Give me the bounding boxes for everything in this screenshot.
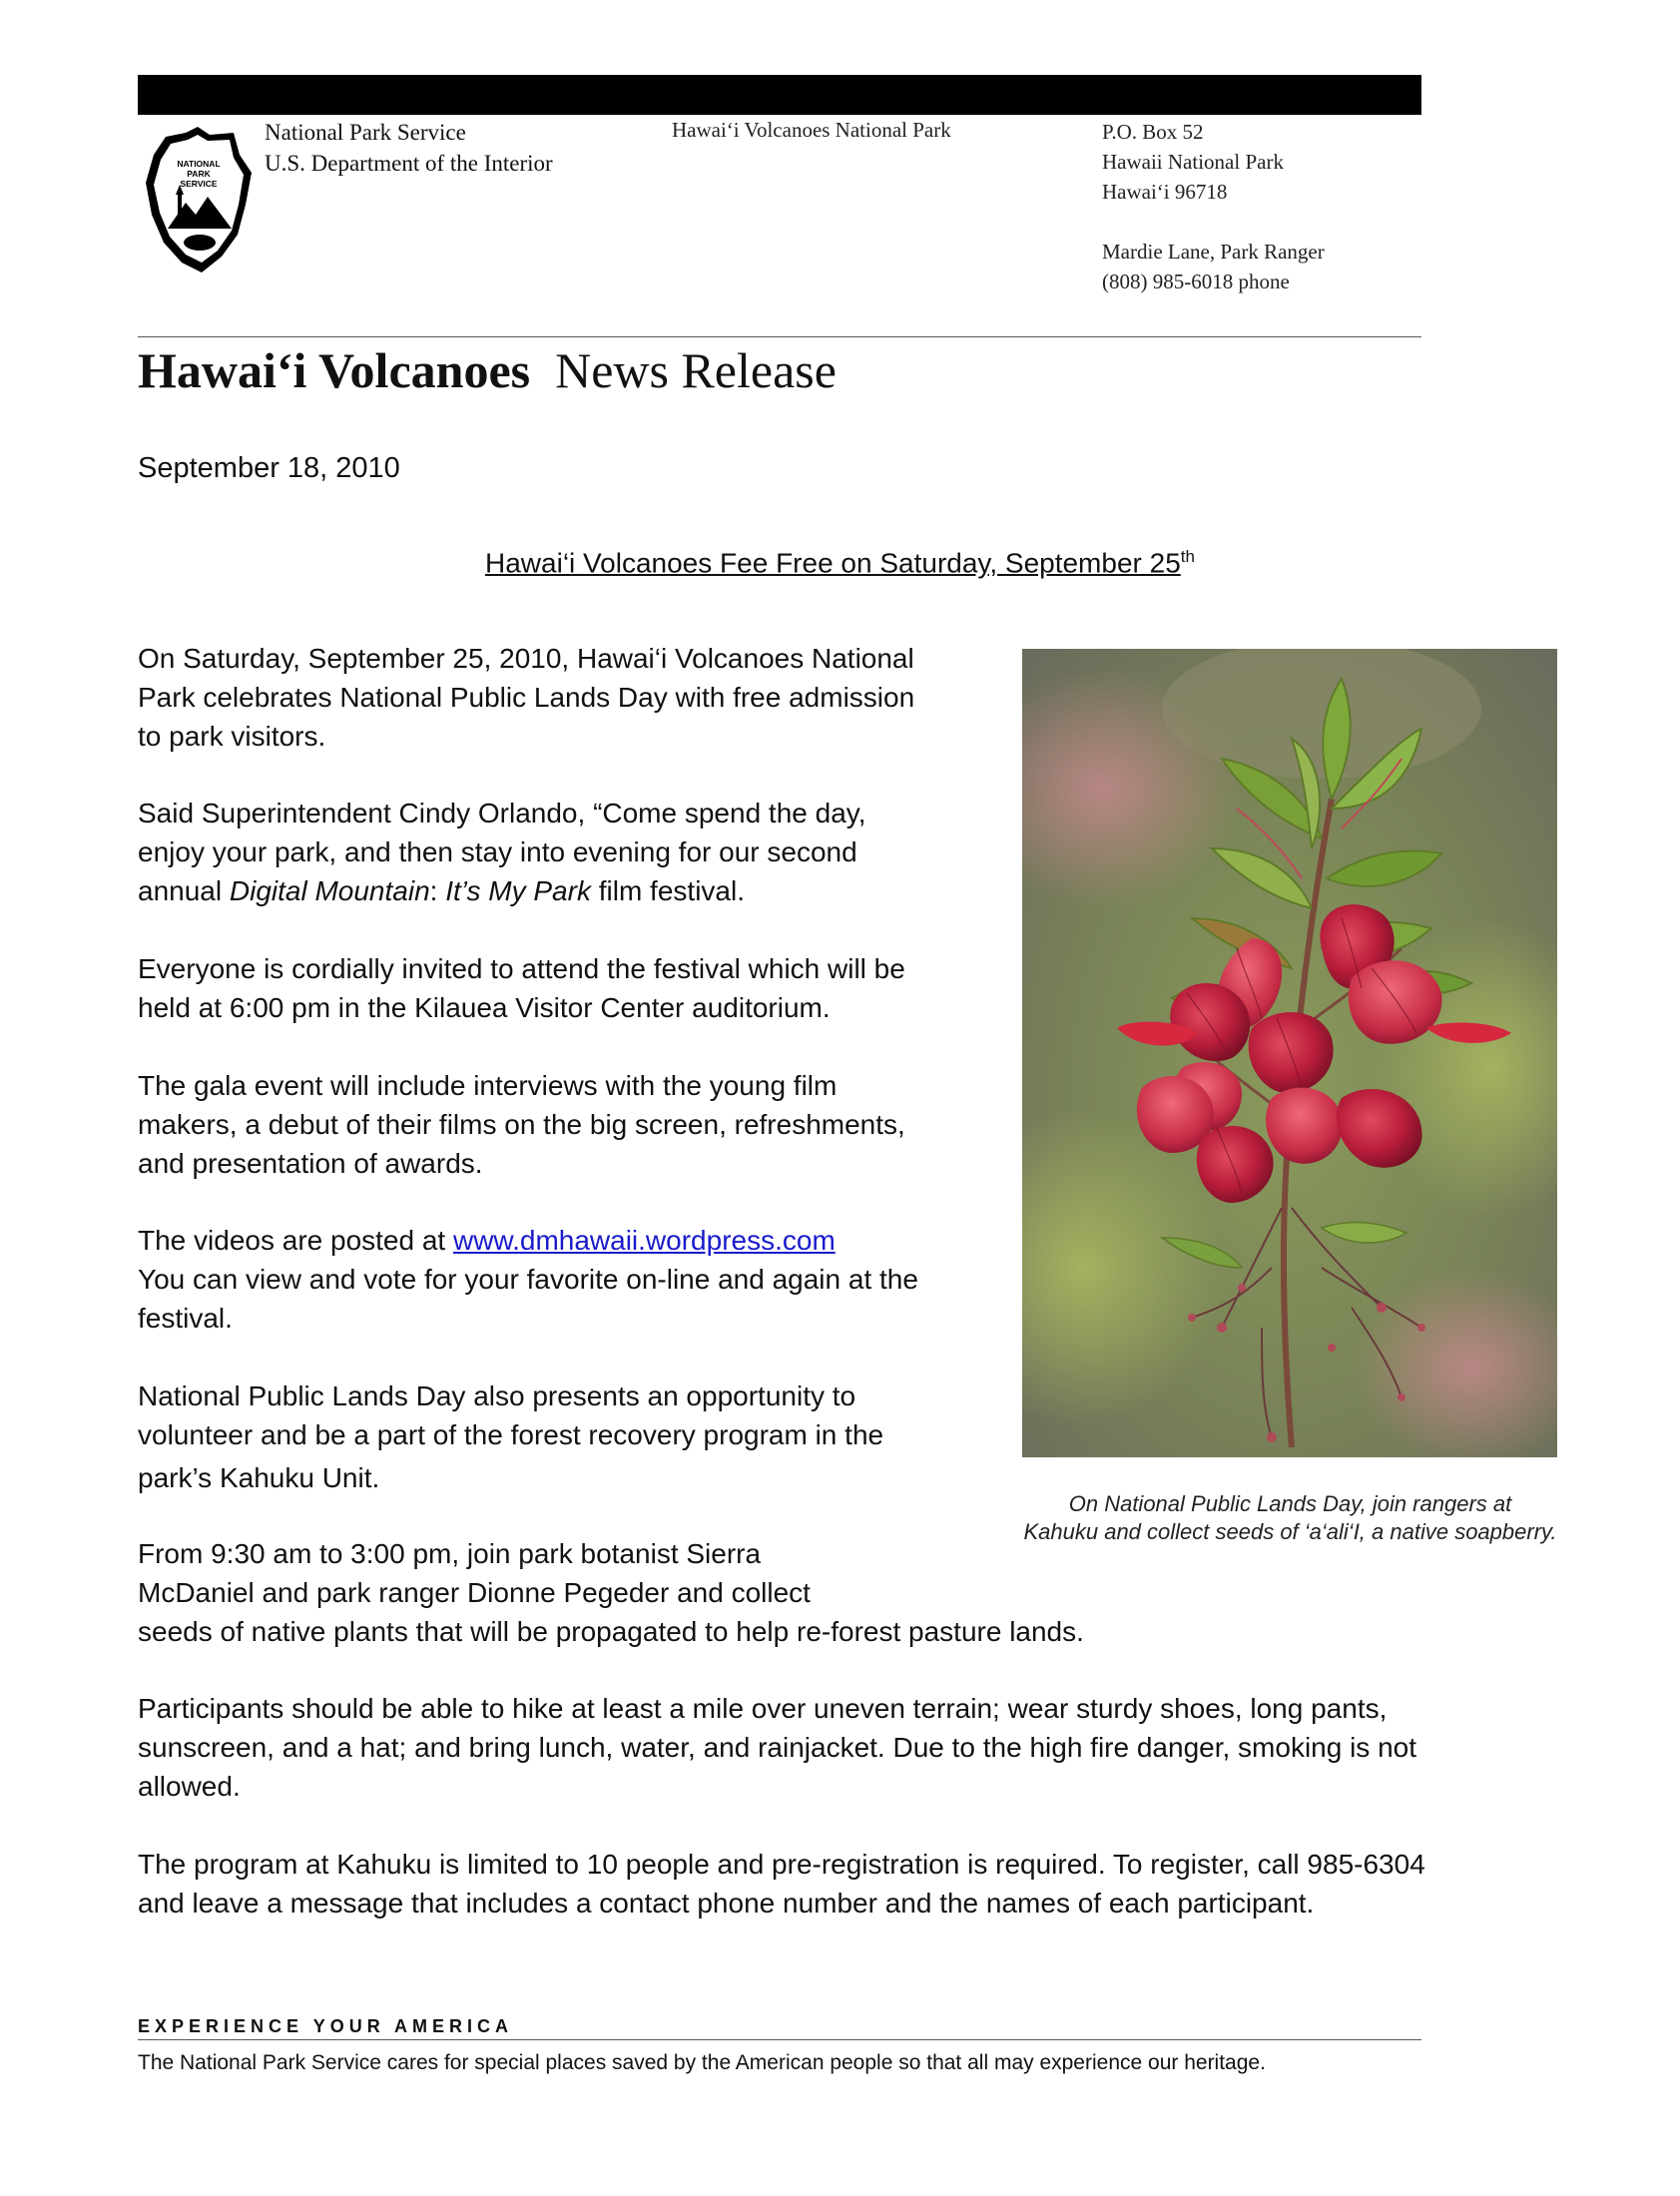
address-line: Hawai‘i 96718 bbox=[1102, 180, 1228, 204]
paragraph-volunteer bbox=[138, 1376, 883, 1497]
page-title bbox=[138, 341, 837, 399]
paragraph-videos bbox=[138, 1221, 918, 1338]
text-line: National Public Lands Day also presents an opportunity to bbox=[138, 1380, 856, 1411]
aalii-plant-photo bbox=[1022, 649, 1557, 1457]
footer-text: The National Park Service cares for special places saved by the American people so that all may experience our heritage. bbox=[138, 2051, 1266, 2074]
text-fragment: The videos are posted at bbox=[138, 1225, 453, 1256]
text-line: The program at Kahuku is limited to 10 people and pre-registration is required. To register, call 985-6304 bbox=[138, 1849, 1425, 1880]
festival-subtitle-italic: It’s My Park bbox=[445, 875, 591, 906]
text-line: Participants should be able to hike at least a mile over uneven terrain; wear sturdy shoes, long pants, bbox=[138, 1693, 1388, 1724]
address-line: P.O. Box 52 bbox=[1102, 120, 1204, 144]
release-date: September 18, 2010 bbox=[138, 452, 400, 484]
contact-phone: (808) 985-6018 phone bbox=[1102, 270, 1290, 293]
text-line: and presentation of awards. bbox=[138, 1148, 483, 1179]
park-name: Hawai‘i Volcanoes National Park bbox=[672, 118, 951, 142]
text-line: seeds of native plants that will be propagated to help re-forest pasture lands. bbox=[138, 1616, 1084, 1647]
text-line: and leave a message that includes a contact phone number and the names of each participant. bbox=[138, 1888, 1315, 1919]
videos-website-link[interactable]: www.dmhawaii.wordpress.com bbox=[452, 1225, 836, 1256]
agency-block bbox=[265, 117, 553, 179]
department-name: U.S. Department of the Interior bbox=[265, 151, 553, 176]
text-line: Said Superintendent Cindy Orlando, “Come spend the day, bbox=[138, 798, 866, 828]
text-fragment: annual bbox=[138, 875, 230, 906]
paragraph-requirements bbox=[138, 1689, 1416, 1806]
logo-text-national: NATIONAL bbox=[177, 159, 221, 169]
headline-text: Hawai‘i Volcanoes Fee Free on Saturday, September 25 bbox=[485, 547, 1181, 579]
title-regular: News Release bbox=[555, 342, 837, 398]
nps-arrowhead-logo bbox=[142, 125, 254, 274]
address-line: Hawaii National Park bbox=[1102, 150, 1284, 174]
title-bold: Hawai‘i Volcanoes bbox=[138, 342, 531, 398]
photo-caption bbox=[958, 1490, 1622, 1546]
paragraph-intro bbox=[138, 639, 914, 756]
text-line: Everyone is cordially invited to attend the festival which will be bbox=[138, 953, 905, 984]
caption-line: On National Public Lands Day, join rangers at bbox=[1068, 1491, 1512, 1516]
text-line: allowed. bbox=[138, 1771, 241, 1802]
text-line: On Saturday, September 25, 2010, Hawai‘i Volcanoes National bbox=[138, 643, 914, 674]
paragraph-quote bbox=[138, 794, 865, 910]
paragraph-schedule bbox=[138, 1534, 1084, 1651]
header-black-bar bbox=[138, 75, 1421, 115]
paragraph-festival bbox=[138, 949, 905, 1027]
text-line: McDaniel and park ranger Dionne Pegeder and collect bbox=[138, 1577, 811, 1608]
text-line: volunteer and be a part of the forest recovery program in the bbox=[138, 1419, 884, 1450]
agency-name: National Park Service bbox=[265, 120, 466, 145]
text-fragment: : bbox=[429, 875, 446, 906]
text-line: Park celebrates National Public Lands Day with free admission bbox=[138, 682, 915, 713]
header-divider bbox=[138, 336, 1421, 337]
address-block bbox=[1102, 117, 1325, 296]
paragraph-registration bbox=[138, 1845, 1425, 1922]
caption-line: Kahuku and collect seeds of ‘a‘ali‘I, a native soapberry. bbox=[1023, 1519, 1557, 1544]
headline-suffix: th bbox=[1180, 547, 1195, 566]
paragraph-gala bbox=[138, 1066, 905, 1183]
text-line: enjoy your park, and then stay into evening for our second bbox=[138, 836, 857, 867]
festival-name-italic: Digital Mountain bbox=[229, 875, 430, 906]
text-line: park’s Kahuku Unit. bbox=[138, 1462, 380, 1493]
contact-name: Mardie Lane, Park Ranger bbox=[1102, 240, 1325, 264]
text-line: The gala event will include interviews with the young film bbox=[138, 1070, 838, 1101]
footer-heading: EXPERIENCE YOUR AMERICA bbox=[138, 2016, 514, 2036]
text-line: sunscreen, and a hat; and bring lunch, water, and rainjacket. Due to the high fire danger, smoking is not bbox=[138, 1732, 1417, 1763]
text-line: makers, a debut of their films on the big screen, refreshments, bbox=[138, 1109, 905, 1140]
text-line: held at 6:00 pm in the Kilauea Visitor Center auditorium. bbox=[138, 992, 831, 1023]
logo-text-park: PARK bbox=[187, 169, 211, 179]
text-line: From 9:30 am to 3:00 pm, join park botanist Sierra bbox=[138, 1538, 762, 1569]
footer-divider bbox=[138, 2039, 1421, 2040]
logo-text-service: SERVICE bbox=[180, 179, 218, 189]
text-line bbox=[138, 871, 865, 910]
text-line: to park visitors. bbox=[138, 721, 326, 752]
text-fragment: film festival. bbox=[590, 875, 745, 906]
release-headline bbox=[0, 547, 1680, 579]
text-line bbox=[138, 1221, 918, 1260]
text-line: You can view and vote for your favorite on-line and again at the bbox=[138, 1264, 918, 1295]
text-line: festival. bbox=[138, 1303, 233, 1334]
